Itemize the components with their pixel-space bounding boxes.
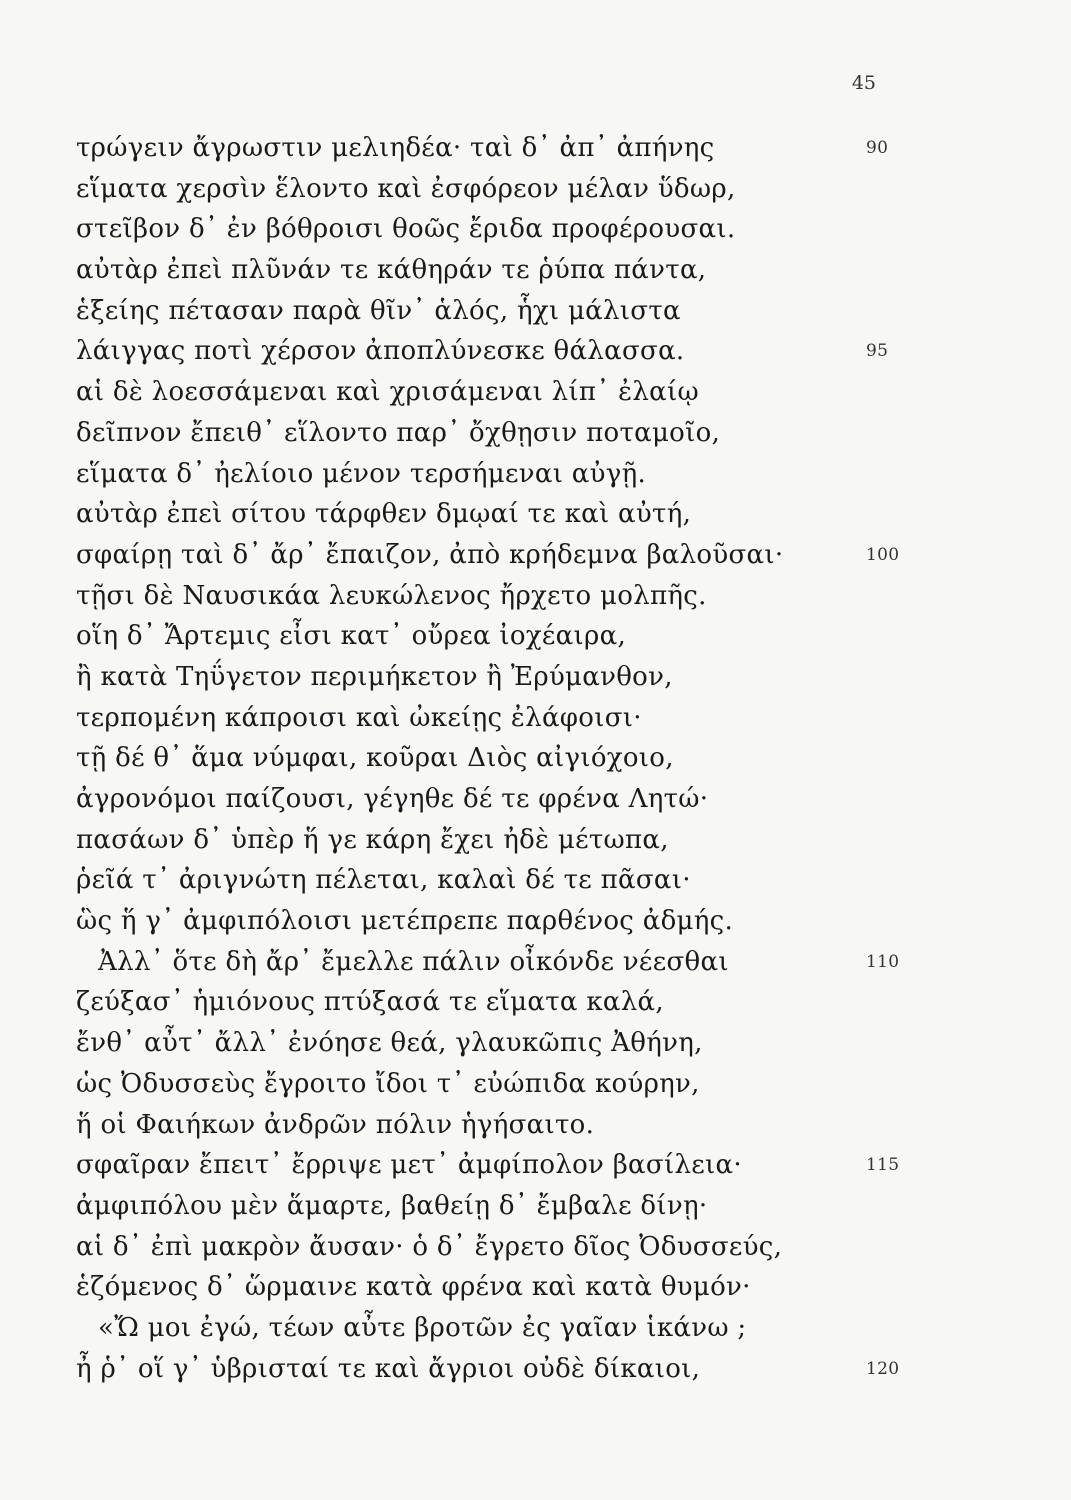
verse-line <box>76 250 936 291</box>
verse-text: ὣς ἥ γ᾽ ἀμφιπόλοισι μετέπρεπε παρθένος ἀδμής. <box>76 906 734 937</box>
verse-text: τερπομένη κάπροισι καὶ ὠκείῃς ἐλάφοισι· <box>76 702 642 733</box>
verse-line <box>76 738 936 779</box>
verse-line <box>76 1064 936 1105</box>
verse-line <box>76 942 936 983</box>
verse-text: λάιγγας ποτὶ χέρσον ἀποπλύνεσκε θάλασσα. <box>76 336 685 367</box>
line-number: 120 <box>866 1358 900 1379</box>
verse-line <box>76 291 936 332</box>
verse-line <box>76 1145 936 1186</box>
verse-line <box>76 1308 936 1349</box>
verse-text: ἑξείης πέτασαν παρὰ θῖν᾽ ἁλός, ἧχι μάλιστα <box>76 295 681 326</box>
verse-line <box>76 616 936 657</box>
verse-line <box>76 454 936 495</box>
line-number: 95 <box>866 341 889 362</box>
line-number: 90 <box>866 138 889 158</box>
verse-line <box>76 494 936 535</box>
verse-line <box>76 698 936 739</box>
line-number: 110 <box>866 951 900 972</box>
verse-text: ἢ κατὰ Τηΰγετον περιμήκετον ἢ Ἐρύμανθον, <box>76 661 673 692</box>
verse-line <box>76 982 936 1023</box>
verse-line <box>76 657 936 698</box>
verse-text: ἀμφιπόλου μὲν ἅμαρτε, βαθείῃ δ᾽ ἔμβαλε δίνῃ· <box>76 1190 708 1221</box>
verse-text: τῇ δέ θ᾽ ἅμα νύμφαι, κοῦραι Διὸς αἰγιόχοιο, <box>76 743 674 774</box>
verse-text: ζεύξασ᾽ ἡμιόνους πτύξασά τε εἵματα καλά, <box>76 987 664 1018</box>
verse-text: ἦ ῥ᾽ οἵ γ᾽ ὑβρισταί τε καὶ ἄγριοι οὐδὲ δίκαιοι, <box>76 1353 701 1384</box>
page-number: 45 <box>851 72 876 94</box>
verse-text: σφαίρῃ ταὶ δ᾽ ἄρ᾽ ἔπαιζον, ἀπὸ κρήδεμνα βαλοῦσαι· <box>76 539 784 570</box>
verse-line <box>76 1186 936 1227</box>
verse-line <box>76 901 936 942</box>
verse-line <box>76 576 936 617</box>
verse-line <box>76 860 936 901</box>
verse-text: σφαῖραν ἔπειτ᾽ ἔρριψε μετ᾽ ἀμφίπολον βασίλεια· <box>76 1150 742 1181</box>
verse-line <box>76 331 936 372</box>
verse-line <box>76 1023 936 1064</box>
verse-line <box>76 209 936 250</box>
verse-text: ὡς Ὀδυσσεὺς ἔγροιτο ἴδοι τ᾽ εὐώπιδα κούρην, <box>76 1068 700 1099</box>
line-number: 100 <box>866 544 900 565</box>
verse-text: αὐτὰρ ἐπεὶ πλῦνάν τε κάθηράν τε ῥύπα πάντα, <box>76 255 707 286</box>
verse-text: τρώγειν ἄγρωστιν μελιηδέα· ταὶ δ᾽ ἀπ᾽ ἀπήνης <box>76 133 715 163</box>
verse-text: ῥεῖά τ᾽ ἀριγνώτη πέλεται, καλαὶ δέ τε πᾶσαι· <box>76 865 691 896</box>
verse-line <box>76 820 936 861</box>
verse-text: ἑζόμενος δ᾽ ὥρμαινε κατὰ φρένα καὶ κατὰ θυμόν· <box>76 1272 751 1303</box>
verse-line <box>76 535 936 576</box>
verse-line <box>76 779 936 820</box>
verse-text: ἥ οἱ Φαιήκων ἀνδρῶν πόλιν ἡγήσαιτο. <box>76 1109 595 1140</box>
verse-line <box>76 1227 936 1268</box>
line-number: 115 <box>866 1155 900 1176</box>
verse-line <box>76 1267 936 1308</box>
verse-line <box>76 169 936 210</box>
verse-text: εἵματα χερσὶν ἕλοντο καὶ ἐσφόρεον μέλαν ὕδωρ, <box>76 173 736 204</box>
verse-line <box>76 1105 936 1146</box>
verse-text: δεῖπνον ἔπειθ᾽ εἵλοντο παρ᾽ ὄχθῃσιν ποταμοῖο, <box>76 417 721 448</box>
verse-text: εἵματα δ᾽ ἠελίοιο μένον τερσήμεναι αὐγῇ. <box>76 458 647 489</box>
verse-line <box>76 372 936 413</box>
verse-text: στεῖβον δ᾽ ἐν βόθροισι θοῶς ἔριδα προφέρουσαι. <box>76 214 736 245</box>
verse-text: ἔνθ᾽ αὖτ᾽ ἄλλ᾽ ἐνόησε θεά, γλαυκῶπις Ἀθήνη, <box>76 1028 703 1059</box>
verse-line <box>76 128 936 169</box>
verse-text: Ἀλλ᾽ ὅτε δὴ ἄρ᾽ ἔμελλε πάλιν οἶκόνδε νέεσθαι <box>98 946 729 977</box>
verse-text: πασάων δ᾽ ὑπὲρ ἥ γε κάρη ἔχει ἠδὲ μέτωπα, <box>76 824 669 855</box>
verse-text: αἱ δ᾽ ἐπὶ μακρὸν ἄυσαν· ὁ δ᾽ ἔγρετο δῖος Ὀδυσσεύς, <box>76 1231 783 1262</box>
verse-line <box>76 1349 936 1390</box>
verse-text: «Ὤ μοι ἐγώ, τέων αὖτε βροτῶν ἐς γαῖαν ἱκάνω ; <box>98 1312 747 1343</box>
verse-text: αἱ δὲ λοεσσάμεναι καὶ χρισάμεναι λίπ᾽ ἐλαίῳ <box>76 377 700 408</box>
verse-text: ἀγρονόμοι παίζουσι, γέγηθε δέ τε φρένα Λητώ· <box>76 784 709 814</box>
verse-text: αὐτὰρ ἐπεὶ σίτου τάρφθεν δμῳαί τε καὶ αὐτή, <box>76 499 692 530</box>
verse-text: οἵη δ᾽ Ἄρτεμις εἶσι κατ᾽ οὔρεα ἰοχέαιρα, <box>76 621 627 652</box>
verse-list <box>76 128 936 1389</box>
verse-text: τῇσι δὲ Ναυσικάα λευκώλενος ἤρχετο μολπῆς. <box>76 580 707 611</box>
verse-line <box>76 413 936 454</box>
